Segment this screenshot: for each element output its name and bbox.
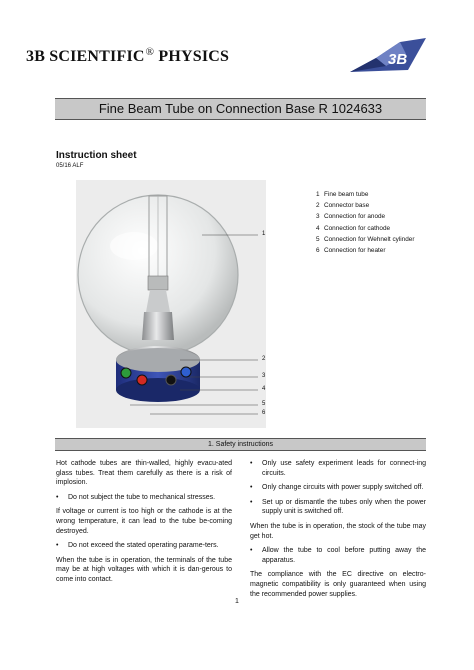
legend-item: [316, 223, 414, 234]
registered-mark: ®: [145, 46, 155, 58]
bullet-icon: •: [250, 460, 253, 467]
legend-number: 1: [316, 191, 320, 198]
doc-code-label: 05/16 ALF: [56, 163, 84, 169]
legend-label: Connection for heater: [324, 247, 386, 255]
legend-item: [316, 200, 414, 211]
callout-number: 1: [262, 231, 266, 237]
logo-text: 3B: [388, 51, 408, 68]
legend-label: Connection for Wehnelt cylinder: [324, 235, 415, 243]
legend-number: 5: [316, 235, 320, 243]
brand-suffix: PHYSICS: [158, 48, 230, 65]
bullet-text: Do not exceed the stated operating parame-ters.: [68, 542, 219, 550]
bullet-item: [56, 493, 232, 503]
bullet-item: [250, 498, 426, 517]
legend-label: Connection for anode: [324, 213, 386, 221]
bullet-item: [250, 459, 426, 478]
callout-number: 5: [262, 401, 266, 407]
callout-number: 6: [262, 410, 266, 416]
bullet-text: Set up or dismantle the tubes only when the power supply unit is switched off.: [262, 498, 426, 516]
paragraph: If voltage or current is too high or the cathode is at the wrong temperature, it can lead to the tube be-coming destroyed.: [56, 508, 232, 535]
legend-item: [316, 189, 414, 200]
paragraph: The compliance with the EC directive on electro-magnetic compatibility is only guaranteed when using the recommended power supplies.: [250, 571, 426, 598]
legend-number: 3: [316, 213, 320, 221]
brand-name: 3B SCIENTIFIC: [26, 48, 145, 65]
legend-number: 2: [316, 202, 320, 210]
callout-number: 4: [262, 386, 266, 392]
bullet-text: Allow the tube to cool before putting away the apparatus.: [262, 547, 426, 564]
legend-label: Fine beam tube: [324, 191, 369, 198]
legend-label: Connector base: [324, 202, 370, 210]
page-number: 1: [235, 598, 239, 605]
bullet-icon: •: [250, 547, 253, 555]
legend-number: 4: [316, 224, 320, 232]
right-column: [250, 459, 426, 604]
section-heading-safety: 1. Safety instructions: [55, 438, 426, 451]
bullet-icon: •: [56, 493, 59, 501]
bullet-icon: •: [250, 484, 253, 492]
legend-number: 6: [316, 247, 320, 255]
legend-label: Connection for cathode: [324, 224, 391, 232]
bullet-item: [250, 483, 426, 493]
callout-number: 2: [262, 356, 266, 362]
paragraph: When the tube is in operation, the stock of the tube may get hot.: [250, 522, 426, 540]
document-title: Fine Beam Tube on Connection Base R 1024633: [55, 98, 426, 120]
legend-item: [316, 211, 414, 222]
bullet-item: [56, 541, 232, 551]
legend-item: [316, 245, 414, 256]
bullet-icon: •: [250, 498, 253, 506]
bullet-text: Only use safety experiment leads for connect-ing circuits.: [262, 460, 426, 477]
bullet-icon: •: [56, 542, 59, 550]
paragraph: When the tube is in operation, the terminals of the tube may be at high voltages with which it is dan-gerous to come into contact.: [56, 556, 232, 583]
parts-legend: [316, 189, 414, 256]
paragraph: Hot cathode tubes are thin-walled, highly evacu-ated glass tubes. Treat them carefully as there is a risk of implosion.: [56, 460, 232, 487]
bullet-text: Do not subject the tube to mechanical stresses.: [68, 493, 216, 501]
doc-type-label: Instruction sheet: [56, 150, 137, 161]
bullet-item: [250, 546, 426, 565]
bullet-text: Only change circuits with power supply switched off.: [262, 484, 424, 492]
legend-item: [316, 234, 414, 245]
left-column: [56, 459, 232, 590]
callout-number: 3: [262, 373, 266, 379]
